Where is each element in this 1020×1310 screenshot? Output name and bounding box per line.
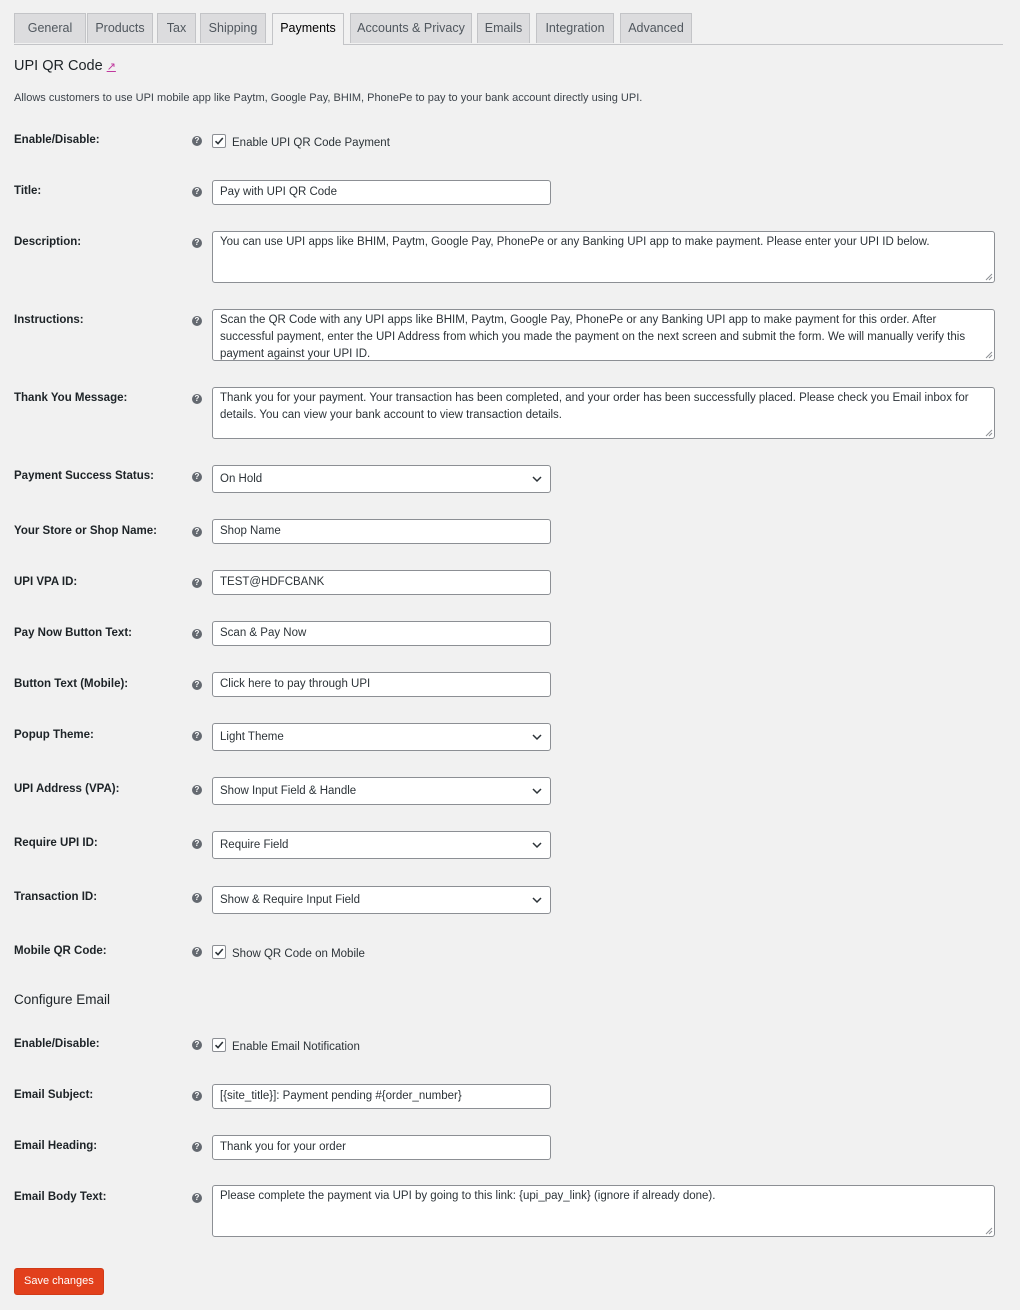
external-link-icon[interactable]: ↗	[106, 61, 116, 73]
description-textarea-value: You can use UPI apps like BHIM, Paytm, Google Pay, PhonePe or any Banking UPI app to make payment. Please enter your UPI ID below.	[220, 236, 930, 248]
section-description: Allows customers to use UPI mobile app like Paytm, Google Pay, BHIM, PhonePe to pay to your bank account directly using UPI.	[14, 92, 643, 104]
chevron-down-icon	[532, 895, 542, 905]
upi-address-select[interactable]	[212, 777, 551, 805]
help-icon[interactable]: ?	[192, 731, 202, 741]
popup-theme-label: Popup Theme:	[14, 729, 94, 741]
help-icon[interactable]: ?	[192, 947, 202, 957]
resize-grip-icon[interactable]	[985, 1227, 993, 1235]
tab-integration[interactable]: Integration	[536, 13, 614, 43]
mobile-qr-checkbox-row	[212, 945, 365, 960]
enable-checkbox-label: Enable UPI QR Code Payment	[232, 137, 390, 149]
help-icon[interactable]: ?	[192, 629, 202, 639]
mobile-qr-checkbox[interactable]	[212, 945, 226, 959]
pay-button-label: Pay Now Button Text:	[14, 627, 132, 639]
tab-payments[interactable]: Payments	[272, 13, 344, 45]
tab-shipping[interactable]: Shipping	[200, 13, 266, 43]
mobile-button-input[interactable]: Click here to pay through UPI	[212, 672, 551, 697]
help-icon[interactable]: ?	[192, 578, 202, 588]
require-upi-label: Require UPI ID:	[14, 837, 98, 849]
resize-grip-icon[interactable]	[985, 351, 993, 359]
pay-button-input[interactable]: Scan & Pay Now	[212, 621, 551, 646]
help-icon[interactable]: ?	[192, 472, 202, 482]
title-label: Title:	[14, 185, 42, 197]
help-icon[interactable]: ?	[192, 1142, 202, 1152]
transaction-id-select[interactable]	[212, 886, 551, 914]
thank-you-label: Thank You Message:	[14, 392, 128, 404]
help-icon[interactable]: ?	[192, 1193, 202, 1203]
email-subject-label: Email Subject:	[14, 1089, 94, 1101]
enable-checkbox[interactable]	[212, 134, 226, 148]
popup-theme-value: Light Theme	[220, 731, 284, 743]
help-icon[interactable]: ?	[192, 394, 202, 404]
help-icon[interactable]: ?	[192, 1091, 202, 1101]
enable-checkbox-row	[212, 134, 390, 149]
require-upi-select[interactable]	[212, 831, 551, 859]
mobile-qr-checkbox-label: Show QR Code on Mobile	[232, 948, 365, 960]
email-enable-checkbox-row	[212, 1038, 360, 1053]
vpa-id-input[interactable]: TEST@HDFCBANK	[212, 570, 551, 595]
help-icon[interactable]: ?	[192, 238, 202, 248]
mobile-button-label: Button Text (Mobile):	[14, 678, 129, 690]
tab-general[interactable]: General	[14, 13, 86, 43]
email-heading-label: Email Heading:	[14, 1140, 98, 1152]
help-icon[interactable]: ?	[192, 1040, 202, 1050]
help-icon[interactable]: ?	[192, 187, 202, 197]
chevron-down-icon	[532, 732, 542, 742]
help-icon[interactable]: ?	[192, 680, 202, 690]
store-name-input[interactable]: Shop Name	[212, 519, 551, 544]
upi-address-value: Show Input Field & Handle	[220, 785, 357, 797]
instructions-textarea[interactable]	[212, 309, 995, 361]
settings-tabs	[14, 13, 1003, 45]
help-icon[interactable]: ?	[192, 316, 202, 326]
payment-status-value: On Hold	[220, 473, 263, 485]
tab-emails[interactable]: Emails	[477, 13, 530, 43]
payment-status-label: Payment Success Status:	[14, 470, 154, 482]
description-textarea[interactable]	[212, 231, 995, 283]
save-changes-button[interactable]: Save changes	[14, 1268, 104, 1295]
email-body-label: Email Body Text:	[14, 1191, 107, 1203]
tab-tax[interactable]: Tax	[157, 13, 196, 43]
email-heading-input[interactable]: Thank you for your order	[212, 1135, 551, 1160]
help-icon[interactable]: ?	[192, 136, 202, 146]
email-enable-label: Enable/Disable:	[14, 1038, 100, 1050]
help-icon[interactable]: ?	[192, 893, 202, 903]
email-enable-checkbox[interactable]	[212, 1038, 226, 1052]
resize-grip-icon[interactable]	[985, 273, 993, 281]
instructions-label: Instructions:	[14, 314, 84, 326]
enable-label: Enable/Disable:	[14, 134, 100, 146]
upi-address-label: UPI Address (VPA):	[14, 783, 120, 795]
thank-you-textarea[interactable]	[212, 387, 995, 439]
mobile-qr-label: Mobile QR Code:	[14, 945, 107, 957]
transaction-id-value: Show & Require Input Field	[220, 894, 360, 906]
email-section-title: Configure Email	[14, 992, 111, 1007]
transaction-id-label: Transaction ID:	[14, 891, 98, 903]
chevron-down-icon	[532, 474, 542, 484]
payment-status-select[interactable]	[212, 465, 551, 493]
title-input[interactable]: Pay with UPI QR Code	[212, 180, 551, 205]
vpa-id-label: UPI VPA ID:	[14, 576, 78, 588]
email-enable-checkbox-label: Enable Email Notification	[232, 1041, 360, 1053]
popup-theme-select[interactable]	[212, 723, 551, 751]
email-body-textarea[interactable]	[212, 1185, 995, 1237]
tab-accounts-privacy[interactable]: Accounts & Privacy	[350, 13, 472, 43]
help-icon[interactable]: ?	[192, 839, 202, 849]
chevron-down-icon	[532, 840, 542, 850]
section-title-text: UPI QR Code	[14, 58, 103, 74]
email-subject-input[interactable]: [{site_title}]: Payment pending #{order_number}	[212, 1084, 551, 1109]
tab-advanced[interactable]: Advanced	[620, 13, 692, 43]
email-body-textarea-value: Please complete the payment via UPI by going to this link: {upi_pay_link} (ignore if already done).	[220, 1190, 716, 1202]
thank-you-textarea-value: Thank you for your payment. Your transaction has been completed, and your order has been successfully placed. Please check you Email inbox for details. You can view your bank account to view transaction details.	[220, 392, 969, 421]
require-upi-value: Require Field	[220, 839, 289, 851]
description-label: Description:	[14, 236, 82, 248]
help-icon[interactable]: ?	[192, 785, 202, 795]
store-name-label: Your Store or Shop Name:	[14, 525, 157, 537]
help-icon[interactable]: ?	[192, 527, 202, 537]
section-title	[14, 58, 116, 74]
tab-products[interactable]: Products	[87, 13, 153, 43]
resize-grip-icon[interactable]	[985, 429, 993, 437]
chevron-down-icon	[532, 786, 542, 796]
instructions-textarea-value: Scan the QR Code with any UPI apps like BHIM, Paytm, Google Pay, PhonePe or any Banking UPI app to make payment for this order. After successful payment, enter the UPI Address from which you made the payment on the next screen and submit the form. We will manually verify this payment against your UPI ID.	[220, 314, 966, 360]
